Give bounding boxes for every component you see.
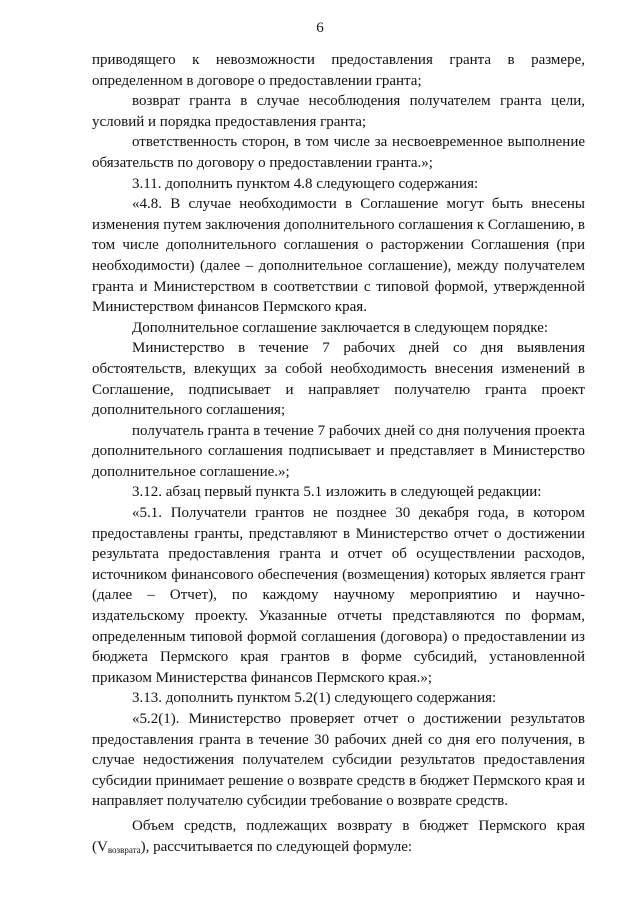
paragraph-8: получатель гранта в течение 7 рабочих дней со дня получения проекта дополнительного соглашения подписывает и представляет в Министерство дополнительное соглашение.»; (92, 422, 585, 480)
page-number: 6 (316, 20, 324, 36)
paragraph-1: приводящего к невозможности предоставления гранта в размере, определенном в договоре о предоставлении гранта; (92, 52, 585, 89)
formula-text-before: Объем средств, подлежащих возврату в бюджет Пермского края (V (92, 817, 585, 855)
paragraph-10: «5.1. Получатели грантов не позднее 30 декабря года, в котором предоставлены гранты, представляют в Министерство отчет о достижении результата предоставления гранта и отчет об осуществлении расходов, источником финансового обеспечения (возмещения) которых является грант (далее – Отчет), по каждому научному мероприятию и научно-издательскому проекту. Указанные отчеты представляются по формам, определенным типовой формой соглашения (договора) о предоставлении из бюджета Пермского края грантов в форме субсидий, установленной приказом Министерства финансов Пермского края.»; (92, 505, 585, 686)
paragraph-12: «5.2(1). Министерство проверяет отчет о достижении результатов предоставления гранта в течение 30 рабочих дней со дня его получения, в случае недостижения получателем субсидии результатов предоставления субсидии принимает решение о возврате средств в бюджет Пермского края и направляет получателю субсидии требование о возврате средств. (92, 711, 585, 810)
paragraph-2: возврат гранта в случае несоблюдения получателем гранта цели, условий и порядка предоставления гранта; (92, 93, 585, 130)
formula-text-after: ), рассчитывается по следующей формуле: (140, 838, 413, 855)
document-body (92, 50, 585, 857)
paragraph-11: 3.13. дополнить пунктом 5.2(1) следующего содержания: (132, 690, 497, 707)
paragraph-5: «4.8. В случае необходимости в Соглашение могут быть внесены изменения путем заключения дополнительного соглашения к Соглашению, в том числе дополнительного соглашения о расторжении Соглашения (при необходимости) (далее – дополнительное соглашение), между получателем гранта и Министерством в соответствии с типовой формой, утвержденной Министерством финансов Пермского края. (92, 196, 585, 316)
formula-subscript: возврата (107, 844, 141, 855)
formula-paragraph (92, 816, 585, 857)
paragraph-3: ответственность сторон, в том числе за несвоевременное выполнение обязательств по договору о предоставлении гранта.»; (92, 134, 585, 171)
paragraph-4: 3.11. дополнить пунктом 4.8 следующего содержания: (132, 175, 479, 192)
paragraph-9: 3.12. абзац первый пункта 5.1 изложить в следующей редакции: (132, 484, 542, 501)
paragraph-6: Дополнительное соглашение заключается в следующем порядке: (132, 319, 549, 336)
paragraph-7: Министерство в течение 7 рабочих дней со дня выявления обстоятельств, влекущих за собой необходимость внесения изменений в Соглашение, подписывает и направляет получателю гранта проект дополнительного соглашения; (92, 340, 585, 419)
